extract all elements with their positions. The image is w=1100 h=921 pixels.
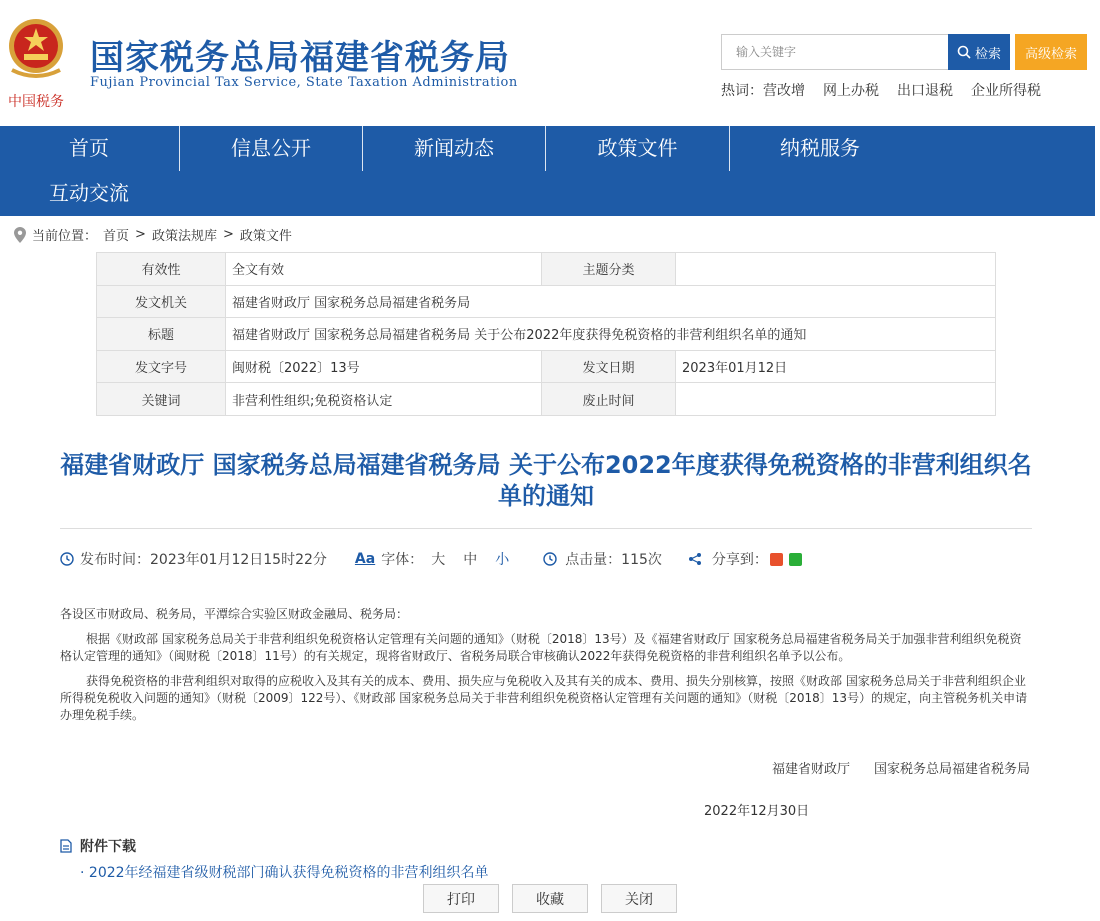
breadcrumb-policy-lib[interactable]: 政策法规库 xyxy=(151,229,217,244)
hot-word-vat[interactable]: 热词：营改增 xyxy=(721,83,805,99)
table-row xyxy=(97,253,996,286)
date-value: 2023年01月12日 xyxy=(676,350,996,383)
article-info-bar xyxy=(60,548,802,570)
nav-item-service[interactable]: 纳税服务 xyxy=(780,136,860,160)
site-subtitle: Fujian Provincial Tax Service, State Taxation Administration xyxy=(90,75,518,90)
font-label: 字体： xyxy=(381,552,424,568)
publish-time: 发布时间：2023年01月12日15时22分 xyxy=(80,552,327,568)
advanced-search-button[interactable]: 高级检索 xyxy=(1015,34,1087,70)
divider xyxy=(60,528,1032,529)
nav-item-home[interactable]: 首页 xyxy=(69,136,109,160)
wechat-share-icon[interactable] xyxy=(789,553,802,566)
table-row xyxy=(97,285,996,318)
weibo-share-icon[interactable] xyxy=(770,553,783,566)
document-icon xyxy=(60,839,72,853)
font-large-button[interactable]: 大 xyxy=(431,552,446,568)
article-paragraph: 各设区市财政局、税务局，平潭综合实验区财政金融局、税务局： xyxy=(60,607,409,621)
svg-text:中国税务: 中国税务 xyxy=(8,94,64,110)
font-size-icon: Aa xyxy=(354,551,376,567)
signature xyxy=(772,758,1030,777)
article-title: 福建省财政厅 国家税务总局福建省税务局 关于公布2022年度获得免税资格的非营利组织名单的通知 xyxy=(60,451,1032,510)
search-button[interactable] xyxy=(948,34,1010,70)
table-row xyxy=(97,318,996,351)
breadcrumb-separator: > xyxy=(135,227,146,242)
date-label: 发文日期 xyxy=(542,350,676,383)
nav-item-info[interactable]: 信息公开 xyxy=(231,136,311,160)
search-icon xyxy=(957,45,971,59)
favorite-button[interactable]: 收藏 xyxy=(512,884,588,913)
topic-label: 主题分类 xyxy=(542,253,676,286)
breadcrumb xyxy=(14,225,292,244)
breadcrumb-policy-docs[interactable]: 政策文件 xyxy=(239,229,292,244)
article-paragraph: 根据《财政部 国家税务总局关于非营利组织免税资格认定管理有关问题的通知》（财税〔2018〕13号）及《福建省财政厅 国家税务总局福建省税务局关于加强非营利组织免税资格认定管理的通知》（闽财税〔2018〕11号）的有关规定，现将省财政厅、省税务局联合审核确认2022年获得免税资格的非营利组织名单予以公布。 xyxy=(60,632,1022,663)
clock-icon xyxy=(543,552,557,566)
header xyxy=(0,0,1100,126)
hot-words xyxy=(721,80,1041,100)
print-button[interactable]: 打印 xyxy=(423,884,499,913)
nav-item-news[interactable]: 新闻动态 xyxy=(414,136,494,160)
breadcrumb-home[interactable]: 首页 xyxy=(103,229,130,244)
font-medium-button[interactable]: 中 xyxy=(463,552,478,568)
title-value: 福建省财政厅 国家税务总局福建省税务局 关于公布2022年度获得免税资格的非营利组织名单的通知 xyxy=(226,318,996,351)
table-row xyxy=(97,350,996,383)
issuer-value: 福建省财政厅 国家税务总局福建省税务局 xyxy=(226,285,996,318)
issuer-label: 发文机关 xyxy=(97,285,226,318)
keywords-value: 非营利性组织;免税资格认定 xyxy=(226,383,542,416)
attachment-link-label[interactable]: 2022年经福建省级财税部门确认获得免税资格的非营利组织名单 xyxy=(88,865,489,881)
hot-word-online[interactable]: 网上办税 xyxy=(823,83,879,99)
tax-emblem-logo[interactable] xyxy=(4,10,68,110)
breadcrumb-label: 当前位置： xyxy=(32,229,98,244)
share-label: 分享到： xyxy=(711,552,768,568)
validity-label: 有效性 xyxy=(97,253,226,286)
location-pin-icon xyxy=(14,227,26,243)
abolish-label: 废止时间 xyxy=(542,383,676,416)
breadcrumb-separator: > xyxy=(222,227,234,242)
article-paragraph: 获得免税资格的非营利组织对取得的应税收入及其有关的成本、费用、损失应与免税收入及其有关的成本、费用、损失分别核算，按照《财政部 国家税务总局关于非营利组织企业所得税免税收入问题的通知》（财税〔2009〕122号）、《财政部 国家税务总局关于非营利组织免税资格认定管理有关问题的通知》（财税〔2018〕13号）的规定，向主管税务机关申请办理免税手续。 xyxy=(60,674,1028,722)
doc-no-label: 发文字号 xyxy=(97,350,226,383)
table-row xyxy=(97,383,996,416)
clock-icon xyxy=(60,552,74,566)
signature-finance-dept: 福建省财政厅 xyxy=(772,762,851,777)
hot-word-export[interactable]: 出口退税 xyxy=(897,83,953,99)
attachment-link[interactable]: · 2022年经福建省级财税部门确认获得免税资格的非营利组织名单 xyxy=(80,865,489,881)
article-body xyxy=(60,606,1032,732)
keywords-label: 关键词 xyxy=(97,383,226,416)
topic-value xyxy=(676,253,996,286)
signature-date: 2022年12月30日 xyxy=(704,804,810,819)
search-button-label: 检索 xyxy=(974,45,1001,61)
attachment-heading-label: 附件下载 xyxy=(80,839,136,855)
validity-value: 全文有效 xyxy=(226,253,542,286)
site-title: 国家税务总局福建省税务局 xyxy=(90,38,510,78)
close-button[interactable]: 关闭 xyxy=(601,884,677,913)
nav-item-interact[interactable]: 互动交流 xyxy=(49,181,129,205)
title-label: 标题 xyxy=(97,318,226,351)
document-meta-table xyxy=(96,252,996,416)
attachment-heading xyxy=(60,836,136,856)
search-input[interactable] xyxy=(721,34,949,70)
doc-no-value: 闽财税〔2022〕13号 xyxy=(226,350,542,383)
nav-item-policy[interactable]: 政策文件 xyxy=(597,136,678,160)
click-count: 点击量：115次 xyxy=(565,552,662,568)
abolish-value xyxy=(676,383,996,416)
share-icon xyxy=(688,552,702,566)
hot-word-cit[interactable]: 企业所得税 xyxy=(971,83,1041,99)
main-nav xyxy=(0,126,1095,216)
signature-tax-bureau: 国家税务总局福建省税务局 xyxy=(874,762,1031,777)
font-small-button[interactable]: 小 xyxy=(495,552,510,568)
